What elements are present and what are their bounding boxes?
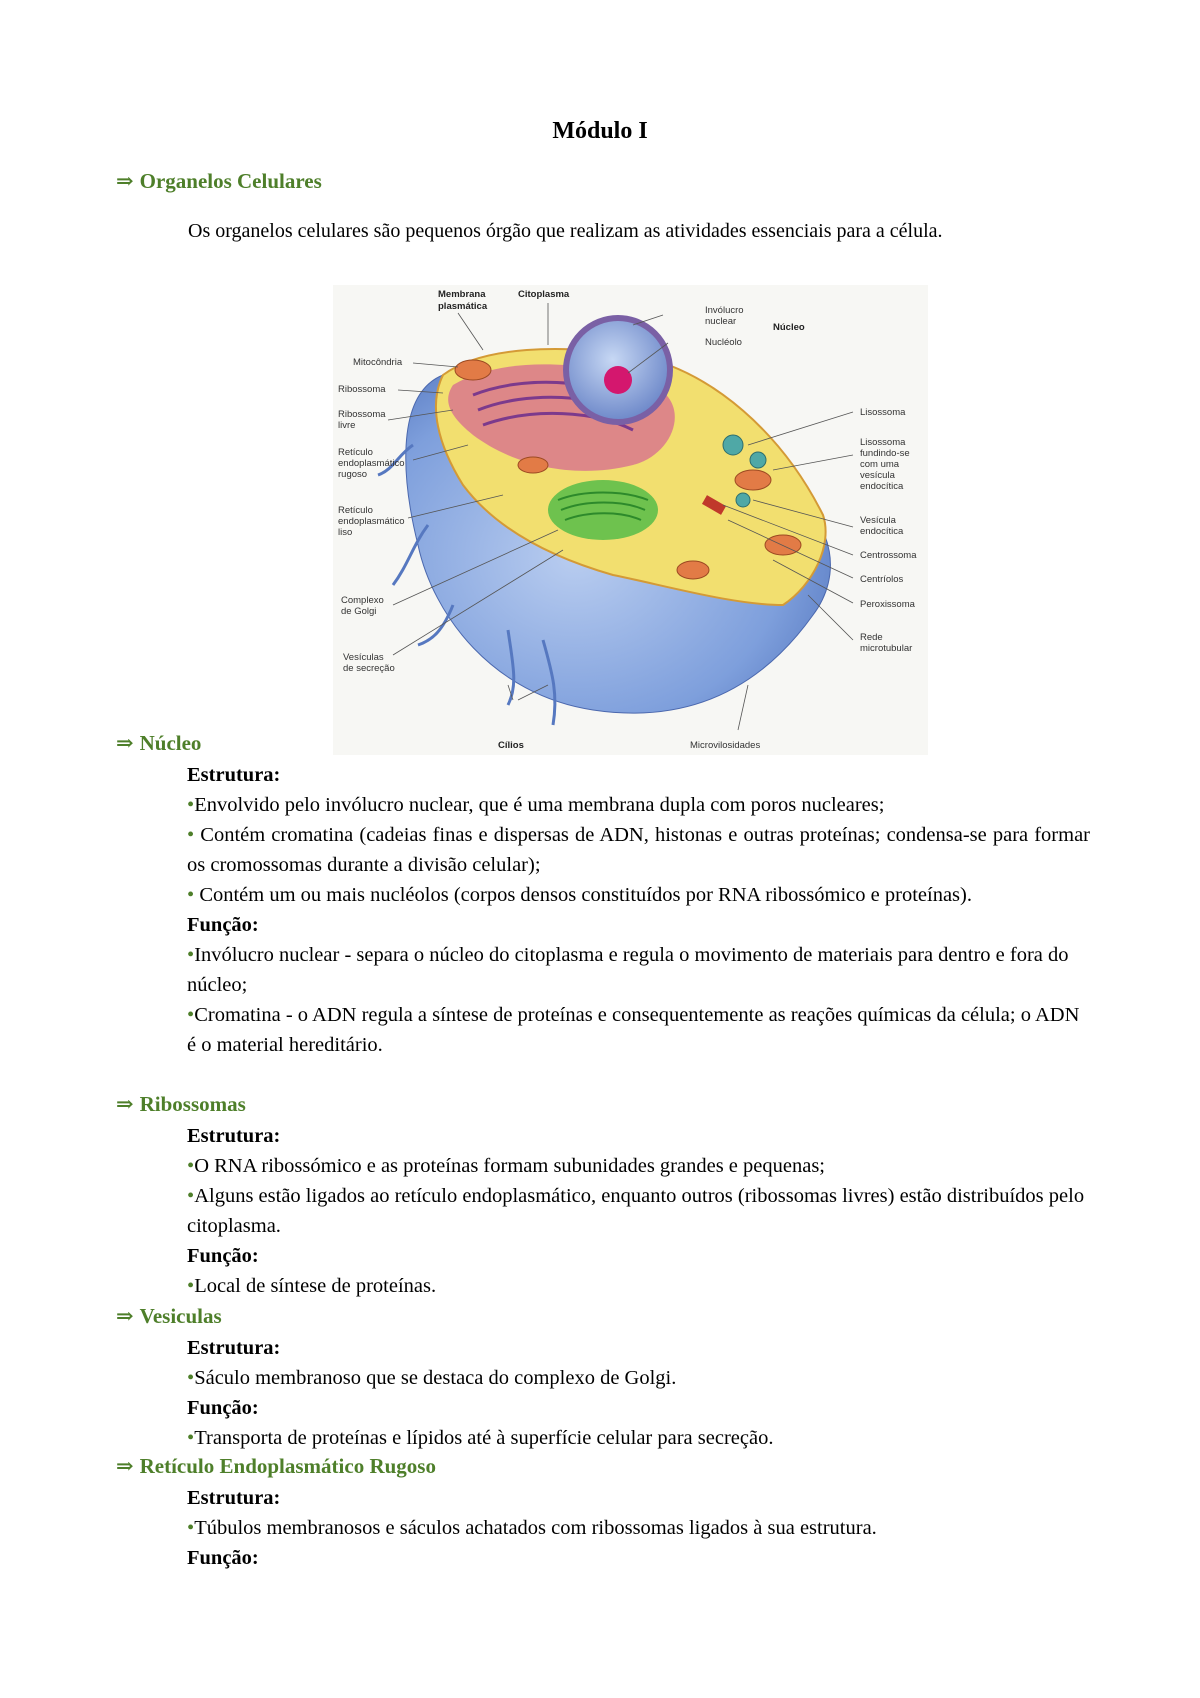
estrutura-label: Estrutura: [187, 1487, 281, 1509]
label-membrana: Membrana [438, 289, 486, 300]
bullet-icon: • [187, 1517, 195, 1539]
list-item: •O RNA ribossómico e as proteínas formam subunidades grandes e pequenas; [187, 1155, 825, 1177]
label-lis-fund-5: endocítica [860, 481, 904, 492]
list-item: • Contém cromatina (cadeias finas e dispersas de ADN, histonas e outras proteínas; condensa-se para formar os cromossomas durante a divisão celular); [187, 824, 1091, 876]
bullet-icon: • [187, 1004, 195, 1026]
ribossomas-block [187, 1121, 1090, 1301]
funcao-label: Função: [187, 1547, 259, 1569]
label-citoplasma: Citoplasma [518, 289, 570, 300]
section-heading-text: Núcleo [139, 731, 202, 755]
list-item: •Cromatina - o ADN regula a síntese de proteínas e consequentemente as reações químicas da célula; o ADN é o material hereditário. [187, 1004, 1080, 1056]
vesiculas-block [187, 1333, 1090, 1453]
label-cilios: Cílios [498, 740, 524, 751]
label-rer-1: Retículo [338, 447, 373, 458]
label-rel-3: liso [338, 527, 353, 538]
section-heading-rer [116, 1453, 436, 1479]
label-lisossoma: Lisossoma [860, 407, 906, 418]
funcao-label: Função: [187, 1397, 259, 1419]
list-item: • Contém um ou mais nucléolos (corpos densos constituídos por RNA ribossómico e proteínas). [187, 884, 972, 906]
list-item: •Transporta de proteínas e lípidos até à superfície celular para secreção. [187, 1427, 774, 1449]
label-ribossoma-livre-2: livre [338, 420, 356, 431]
bullet-icon: • [187, 824, 195, 846]
bullet-icon: • [187, 1185, 195, 1207]
label-vesiculas-2: de secreção [343, 663, 395, 674]
section-heading-vesiculas [116, 1303, 222, 1329]
bullet-icon: • [187, 884, 195, 906]
section-heading-text: Ribossomas [139, 1092, 246, 1116]
list-item: •Invólucro nuclear - separa o núcleo do citoplasma e regula o movimento de materiais para dentro e fora do núcleo; [187, 944, 1069, 996]
bullet-icon: • [187, 944, 195, 966]
section-heading-text: Vesiculas [139, 1304, 222, 1328]
arrow-icon: ⇒ [116, 1092, 134, 1116]
estrutura-label: Estrutura: [187, 1337, 281, 1359]
label-lis-fund-4: vesícula [860, 470, 895, 481]
label-golgi-2: de Golgi [341, 606, 377, 617]
bullet-icon: • [187, 794, 195, 816]
section-heading-ribossomas [116, 1091, 246, 1117]
label-lis-fund-3: com uma [860, 459, 900, 470]
funcao-label: Função: [187, 914, 259, 936]
label-microvilosidades: Microvilosidades [690, 740, 761, 751]
label-golgi-1: Complexo [341, 595, 384, 606]
estrutura-label: Estrutura: [187, 1125, 281, 1147]
list-item: •Alguns estão ligados ao retículo endoplasmático, enquanto outros (ribossomas livres) estão distribuídos pelo citoplasma. [187, 1185, 1085, 1237]
label-nucleolo: Nucléolo [705, 337, 742, 348]
label-vesiculas-1: Vesículas [343, 652, 384, 663]
funcao-label: Função: [187, 1245, 259, 1267]
label-lis-fund-1: Lisossoma [860, 437, 906, 448]
label-rede-2: microtubular [860, 643, 913, 654]
label-involucro-1: Invólucro [705, 305, 744, 316]
label-involucro-2: nuclear [705, 316, 737, 327]
section-heading-text: Organelos Celulares [139, 169, 322, 193]
list-item: •Envolvido pelo invólucro nuclear, que é uma membrana dupla com poros nucleares; [187, 794, 885, 816]
label-lis-fund-2: fundindo-se [860, 448, 910, 459]
label-centrossoma: Centrossoma [860, 550, 917, 561]
page-title: Módulo I [552, 118, 648, 144]
bullet-icon: • [187, 1275, 195, 1297]
arrow-icon: ⇒ [116, 1454, 134, 1478]
label-nucleo: Núcleo [773, 322, 805, 333]
section-heading-nucleo [116, 730, 201, 756]
label-rer-3: rugoso [338, 469, 368, 480]
label-ribossoma-livre-1: Ribossoma [338, 409, 386, 420]
label-mitocondria: Mitocôndria [353, 357, 403, 368]
intro-paragraph: Os organelos celulares são pequenos órgão que realizam as atividades essenciais para a célula. [188, 220, 943, 242]
label-peroxissoma: Peroxissoma [860, 599, 915, 610]
label-centriolos: Centríolos [860, 574, 904, 585]
label-rel-2: endoplasmático [338, 516, 405, 527]
section-heading-text: Retículo Endoplasmático Rugoso [139, 1454, 436, 1478]
cell-diagram [333, 285, 928, 755]
estrutura-label: Estrutura: [187, 764, 281, 786]
rer-block [187, 1483, 1090, 1573]
label-ves-endo-1: Vesícula [860, 515, 896, 526]
label-ves-endo-2: endocítica [860, 526, 904, 537]
label-rer-2: endoplasmático [338, 458, 405, 469]
bullet-icon: • [187, 1367, 195, 1389]
list-item: •Sáculo membranoso que se destaca do complexo de Golgi. [187, 1367, 677, 1389]
list-item: •Local de síntese de proteínas. [187, 1275, 437, 1297]
arrow-icon: ⇒ [116, 731, 134, 755]
label-plasmatica: plasmática [438, 301, 488, 312]
list-item: •Túbulos membranosos e sáculos achatados com ribossomas ligados à sua estrutura. [187, 1517, 877, 1539]
arrow-icon: ⇒ [116, 169, 134, 193]
section-heading-organelos [116, 168, 322, 194]
arrow-icon: ⇒ [116, 1304, 134, 1328]
label-rede-1: Rede [860, 632, 883, 643]
label-rel-1: Retículo [338, 505, 373, 516]
bullet-icon: • [187, 1155, 195, 1177]
label-ribossoma: Ribossoma [338, 384, 386, 395]
nucleo-block [187, 760, 1090, 1060]
bullet-icon: • [187, 1427, 195, 1449]
